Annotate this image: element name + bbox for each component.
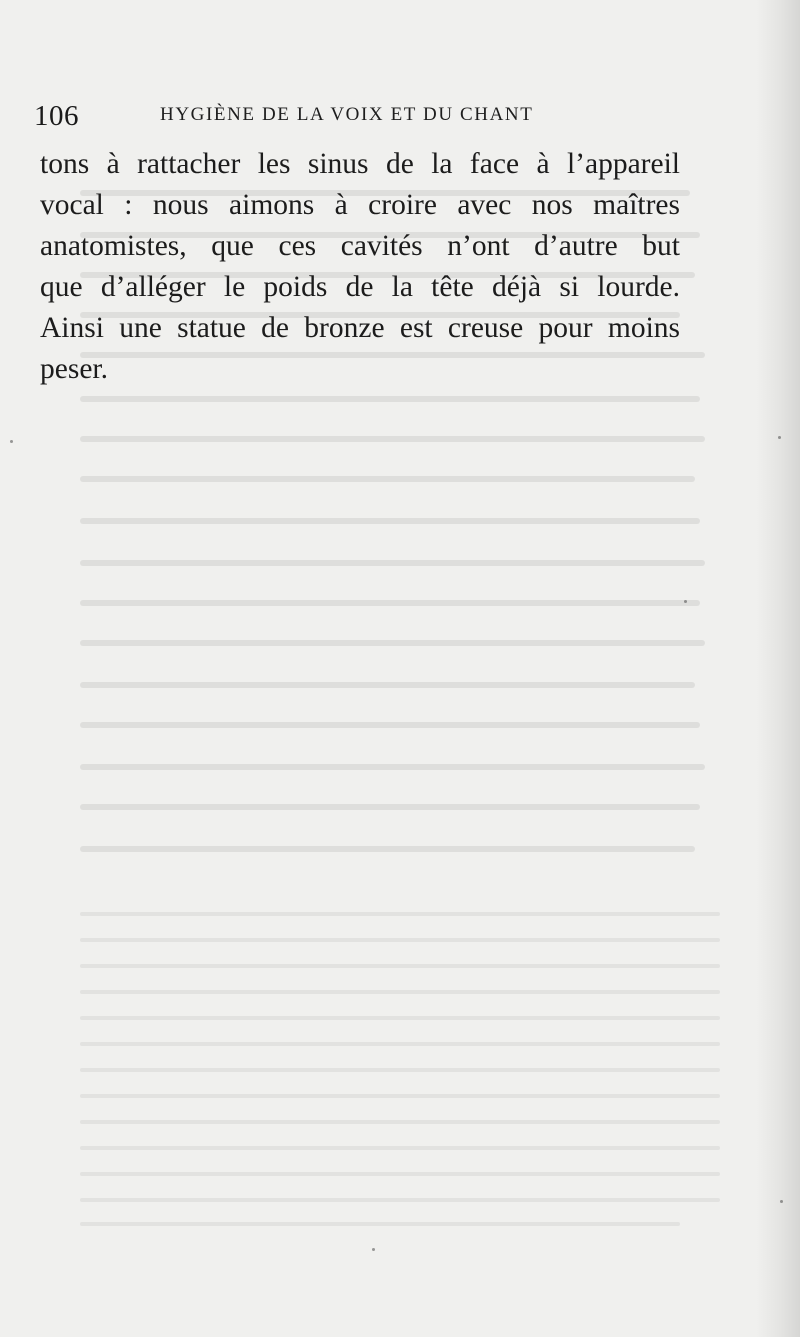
text-line: Ainsi une statue de bronze est creuse pour moins	[40, 312, 680, 344]
running-title: HYGIÈNE DE LA VOIX ET DU CHANT	[160, 104, 534, 125]
text-line: vocal : nous aimons à croire avec nos maîtres	[40, 189, 680, 221]
text-line: tons à rattacher les sinus de la face à l’appareil	[40, 148, 680, 180]
text-line: peser.	[40, 353, 108, 385]
text-line: anatomistes, que ces cavités n’ont d’autre but	[40, 230, 680, 262]
page-edge-shadow	[756, 0, 800, 1337]
page-header	[34, 100, 654, 136]
body-paragraph	[40, 144, 680, 390]
page-number: 106	[34, 100, 79, 132]
text-line: que d’alléger le poids de la tête déjà si lourde.	[40, 271, 680, 303]
